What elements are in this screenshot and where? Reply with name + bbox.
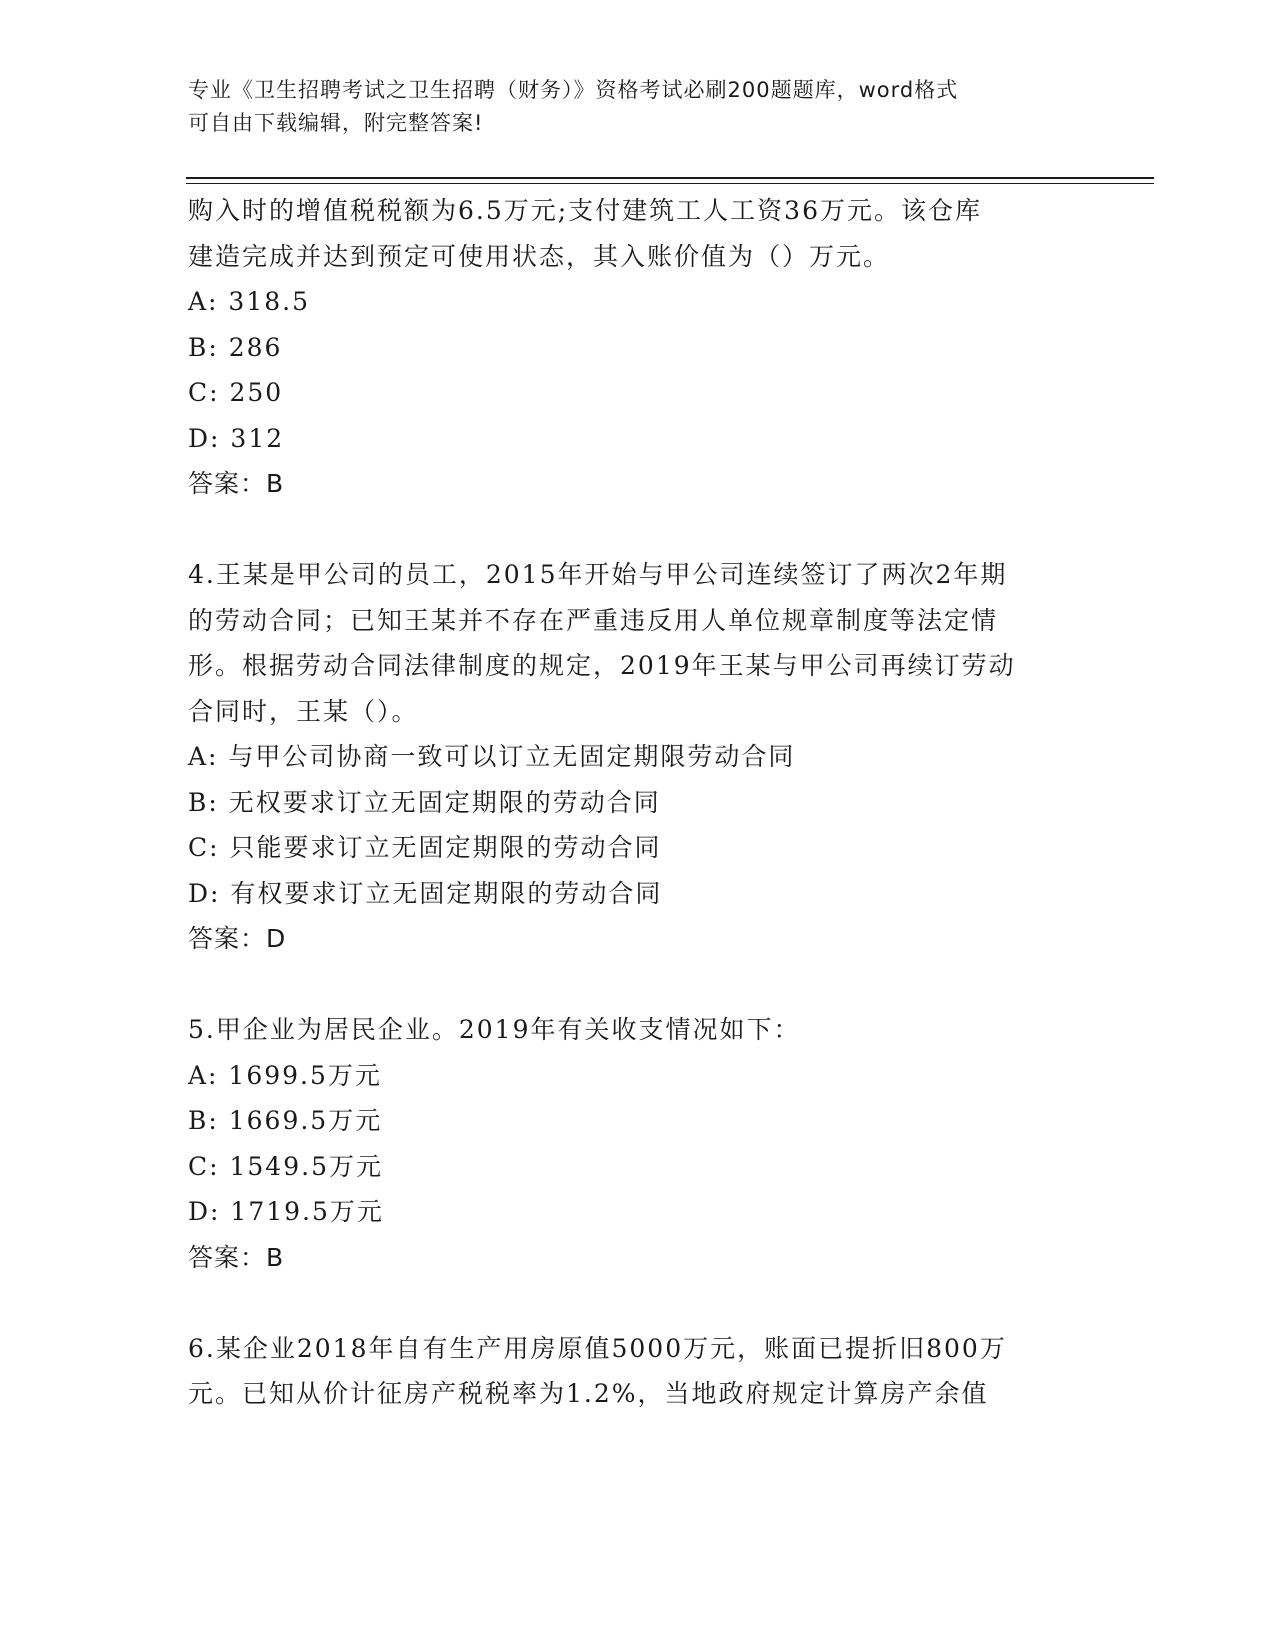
option-d: D: 312 [188, 423, 285, 453]
question-3 [188, 188, 1068, 507]
option-b: B: 286 [188, 332, 283, 362]
question-text-line: 的劳动合同；已知王某并不存在严重违反用人单位规章制度等法定情 [188, 605, 999, 635]
option-d: D: 有权要求订立无固定期限的劳动合同 [188, 878, 663, 908]
question-text-line: 购入时的增值税税额为6.5万元;支付建筑工人工资36万元。该仓库 [188, 196, 982, 225]
document-body [188, 188, 1068, 1417]
question-4 [188, 552, 1068, 962]
option-d: D: 1719.5万元 [188, 1197, 384, 1226]
header-divider-thick [186, 177, 1154, 179]
document-header [188, 74, 1068, 140]
question-text-line: 形。根据劳动合同法律制度的规定，2019年王某与甲公司再续订劳动 [188, 651, 1016, 680]
option-a: A: 1699.5万元 [188, 1060, 382, 1090]
spacer [188, 962, 1068, 1008]
question-text-line: 合同时，王某（）。 [188, 696, 419, 726]
question-text-line: 5.甲企业为居民企业。2019年有关收支情况如下： [188, 1015, 801, 1044]
question-text-line: 建造完成并达到预定可使用状态，其入账价值为（）万元。 [188, 241, 891, 271]
question-text-line: 4.王某是甲公司的员工，2015年开始与甲公司连续签订了两次2年期 [188, 560, 1008, 589]
option-b: B: 1669.5万元 [188, 1106, 383, 1135]
header-title-line-2: 可自由下载编辑，附完整答案! [188, 111, 484, 135]
spacer [188, 507, 1068, 553]
header-title-line-1: 专业《卫生招聘考试之卫生招聘（财务）》资格考试必刷200题题库，word格式 [188, 78, 959, 102]
option-a: A: 318.5 [188, 287, 310, 316]
question-text-line: 6.某企业2018年自有生产用房原值5000万元，账面已提折旧800万 [188, 1333, 1007, 1363]
option-c: C: 只能要求订立无固定期限的劳动合同 [188, 833, 662, 862]
option-c: C: 1549.5万元 [188, 1151, 383, 1181]
question-6 [188, 1326, 1068, 1417]
option-b: B: 无权要求订立无固定期限的劳动合同 [188, 787, 661, 817]
answer-line: 答案：D [188, 924, 287, 953]
option-c: C: 250 [188, 378, 284, 407]
spacer [188, 1280, 1068, 1326]
answer-line: 答案：B [188, 469, 285, 498]
option-a: A: 与甲公司协商一致可以订立无固定期限劳动合同 [188, 742, 796, 771]
header-divider-thin [186, 183, 1154, 184]
answer-line: 答案：B [188, 1242, 285, 1272]
question-5 [188, 1007, 1068, 1280]
question-text-line: 元。已知从价计征房产税税率为1.2%，当地政府规定计算房产余值 [188, 1379, 989, 1408]
